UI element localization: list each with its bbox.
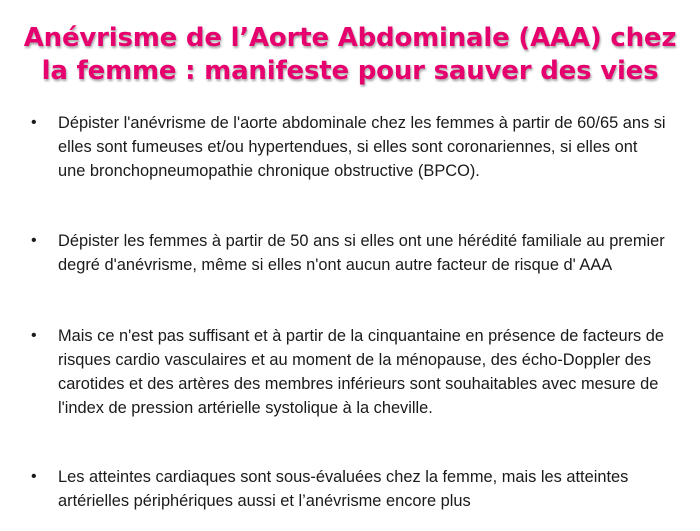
- bullet-dot-icon: •: [31, 468, 37, 485]
- bullet-dot-icon: •: [31, 327, 37, 344]
- bullet-item-screening-60-65: [31, 111, 668, 183]
- bullet-item-underestimated-disease: [31, 465, 668, 513]
- bullet-text: Mais ce n'est pas suffisant et à partir de la cinquantaine en présence de facteurs de risques cardio vasculaires et au moment de la ménopause, des écho-Doppler des carotides et des artères des membres inférieurs sont souhaitables avec mesure de l'index de pression artérielle systolique à la cheville.: [58, 327, 665, 417]
- bullet-dot-icon: •: [31, 114, 37, 131]
- bullet-text: Dépister les femmes à partir de 50 ans si elles ont une hérédité familiale au premier degré d'anévrisme, même si elles n'ont aucun autre facteur de risque d' AAA: [58, 232, 665, 274]
- slide-title: [10, 22, 690, 88]
- bullet-item-doppler-screening: [31, 324, 668, 420]
- slide-title-line-1: Anévrisme de l’Aorte Abdominale (AAA) chez: [23, 23, 677, 53]
- slide-title-line-2: la femme : manifeste pour sauver des vies: [41, 56, 659, 86]
- bullet-dot-icon: •: [31, 232, 37, 249]
- bullet-text: Les atteintes cardiaques sont sous-évaluées chez la femme, mais les atteintes artérielles périphériques aussi et l’anévrisme encore plus: [58, 468, 629, 510]
- bullet-text: Dépister l'anévrisme de l'aorte abdominale chez les femmes à partir de 60/65 ans si elles sont fumeuses et/ou hypertendues, si elles sont coronariennes, si elles ont une bronchopneumopathie chronique obstructive (BPCO).: [58, 114, 666, 180]
- bullet-item-screening-50-heredity: [31, 229, 668, 277]
